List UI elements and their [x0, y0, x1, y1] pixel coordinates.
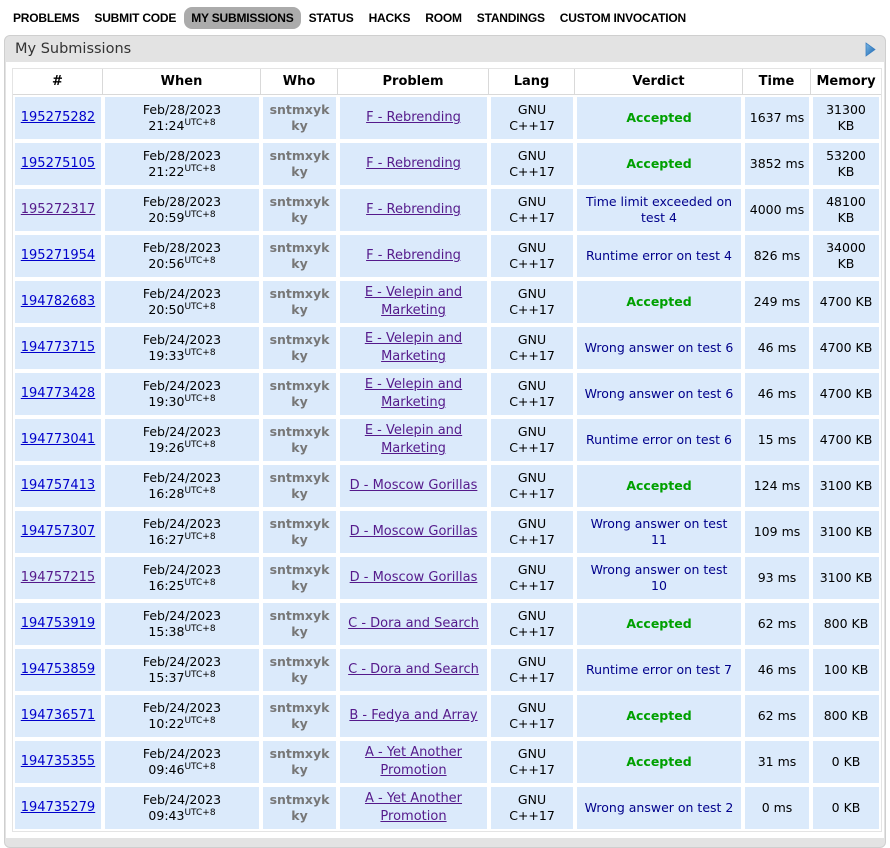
user-handle[interactable]: sntmxykky [269, 469, 330, 501]
submission-time: $16:27^{UTC+8}$ [148, 531, 216, 547]
problem-cell [338, 371, 489, 417]
when-cell [103, 95, 261, 141]
submission-date: Feb/24/2023 [142, 469, 222, 485]
language-label: GNU C++17 [509, 745, 555, 777]
problem-cell [338, 739, 489, 785]
who-cell [261, 601, 338, 647]
submission-date: Feb/24/2023 [142, 285, 222, 301]
timezone-label: UTC+8 [184, 531, 216, 542]
memory-cell: 4700 KB [811, 371, 881, 417]
timezone-label: UTC+8 [184, 347, 216, 358]
submission-row [13, 785, 881, 831]
lang-cell [489, 647, 575, 693]
problem-cell [338, 141, 489, 187]
language-label: GNU C++17 [509, 791, 555, 823]
who-cell [261, 95, 338, 141]
user-handle[interactable]: sntmxykky [269, 239, 330, 271]
panel-title: My Submissions [15, 41, 132, 57]
language-label: GNU C++17 [509, 423, 555, 455]
verdict-cell [575, 739, 743, 785]
verdict-label: Wrong answer on test 2 [584, 799, 734, 815]
lang-cell [489, 785, 575, 831]
language-label: GNU C++17 [509, 285, 555, 317]
submission-time: $09:43^{UTC+8}$ [148, 807, 216, 823]
submission-date: Feb/24/2023 [142, 607, 222, 623]
submission-id-cell [13, 233, 103, 279]
verdict-cell [575, 647, 743, 693]
exec-time-cell: 46 ms [743, 325, 811, 371]
exec-time-cell: 93 ms [743, 555, 811, 601]
exec-time-cell: 826 ms [743, 233, 811, 279]
who-cell [261, 693, 338, 739]
verdict-label: Runtime error on test 7 [586, 661, 732, 677]
lang-cell [489, 141, 575, 187]
nav-item-standings[interactable]: STANDINGS [476, 11, 545, 25]
problem-cell [338, 601, 489, 647]
exec-time-cell: 3852 ms [743, 141, 811, 187]
memory-cell: 0 KB [811, 785, 881, 831]
submission-time: $20:56^{UTC+8}$ [148, 255, 216, 271]
timezone-label: UTC+8 [184, 715, 216, 726]
verdict-label: Accepted [626, 753, 692, 769]
exec-time-cell: 4000 ms [743, 187, 811, 233]
submission-link[interactable]: 194773715 [20, 340, 96, 356]
when-cell [103, 141, 261, 187]
submission-id-cell [13, 601, 103, 647]
problem-cell [338, 95, 489, 141]
submission-id-cell [13, 647, 103, 693]
submission-row [13, 555, 881, 601]
user-handle[interactable]: sntmxykky [269, 791, 330, 823]
submission-row [13, 509, 881, 555]
nav-item-custom-invocation[interactable]: CUSTOM INVOCATION [559, 11, 686, 25]
problem-link[interactable]: F - Rebrending [366, 248, 461, 264]
exec-time-cell: 46 ms [743, 647, 811, 693]
when-cell [103, 785, 261, 831]
verdict-cell [575, 141, 743, 187]
who-cell [261, 187, 338, 233]
nav-item-problems[interactable]: PROBLEMS [13, 11, 80, 25]
problem-link[interactable]: D - Moscow Gorillas [349, 570, 478, 586]
verdict-label: Time limit exceeded on test 4 [585, 193, 733, 225]
submission-link[interactable]: 195271954 [20, 248, 96, 264]
submission-link[interactable]: 194753859 [20, 662, 96, 678]
my-submissions-panel [4, 35, 886, 848]
verdict-label: Accepted [626, 109, 692, 125]
lang-cell [489, 693, 575, 739]
timezone-label: UTC+8 [184, 209, 216, 220]
when-cell [103, 555, 261, 601]
lang-cell [489, 601, 575, 647]
exec-time-cell: 1637 ms [743, 95, 811, 141]
submission-id-cell [13, 739, 103, 785]
submission-id-cell [13, 187, 103, 233]
submission-id-cell [13, 371, 103, 417]
memory-cell: 4700 KB [811, 325, 881, 371]
submission-id-cell [13, 785, 103, 831]
lang-cell [489, 95, 575, 141]
memory-cell: 48100 KB [811, 187, 881, 233]
col-header-verdict: Verdict [575, 69, 743, 95]
verdict-cell [575, 371, 743, 417]
lang-cell [489, 233, 575, 279]
submission-time: $19:26^{UTC+8}$ [148, 439, 216, 455]
submission-date: Feb/24/2023 [142, 745, 222, 761]
submission-link[interactable]: 194757215 [20, 570, 96, 586]
verdict-label: Accepted [626, 707, 692, 723]
when-cell [103, 509, 261, 555]
submission-row [13, 647, 881, 693]
submission-date: Feb/24/2023 [142, 653, 222, 669]
submission-time: $19:30^{UTC+8}$ [148, 393, 216, 409]
submissions-table-area [6, 62, 884, 838]
panel-footer [5, 838, 885, 847]
problem-cell [338, 785, 489, 831]
problem-link[interactable]: B - Fedya and Array [349, 708, 478, 724]
submission-link[interactable]: 194782683 [20, 294, 96, 310]
lang-cell [489, 463, 575, 509]
memory-cell: 34000 KB [811, 233, 881, 279]
submission-time: $16:25^{UTC+8}$ [148, 577, 216, 593]
who-cell [261, 647, 338, 693]
timezone-label: UTC+8 [184, 623, 216, 634]
when-cell [103, 647, 261, 693]
verdict-label: Accepted [626, 615, 692, 631]
submission-id-cell [13, 279, 103, 325]
problem-link[interactable]: A - Yet Another Promotion [364, 745, 463, 778]
submission-row [13, 233, 881, 279]
user-handle[interactable]: sntmxykky [269, 607, 330, 639]
submission-link[interactable]: 194735279 [20, 800, 96, 816]
verdict-cell [575, 601, 743, 647]
submission-time: $15:37^{UTC+8}$ [148, 669, 216, 685]
submission-row [13, 325, 881, 371]
submission-id-cell [13, 463, 103, 509]
submission-date: Feb/24/2023 [142, 331, 222, 347]
panel-caption [5, 36, 885, 62]
exec-time-cell: 124 ms [743, 463, 811, 509]
submission-link[interactable]: 194773041 [20, 432, 96, 448]
verdict-label: Wrong answer on test 6 [584, 339, 734, 355]
problem-cell [338, 555, 489, 601]
when-cell [103, 187, 261, 233]
col-header-number: # [13, 69, 103, 95]
language-label: GNU C++17 [509, 699, 555, 731]
submission-date: Feb/24/2023 [142, 515, 222, 531]
verdict-cell [575, 509, 743, 555]
problem-link[interactable]: F - Rebrending [366, 156, 461, 172]
col-header-problem: Problem [338, 69, 489, 95]
timezone-label: UTC+8 [184, 393, 216, 404]
problem-link[interactable]: E - Velepin and Marketing [364, 285, 463, 318]
memory-cell: 3100 KB [811, 463, 881, 509]
submission-row [13, 279, 881, 325]
problem-link[interactable]: D - Moscow Gorillas [349, 524, 478, 540]
problem-cell [338, 233, 489, 279]
language-label: GNU C++17 [509, 469, 555, 501]
problem-link[interactable]: E - Velepin and Marketing [364, 377, 463, 410]
language-label: GNU C++17 [509, 147, 555, 179]
submission-date: Feb/28/2023 [142, 239, 222, 255]
submission-id-cell [13, 693, 103, 739]
who-cell [261, 141, 338, 187]
submission-link[interactable]: 194773428 [20, 386, 96, 402]
problem-link[interactable]: C - Dora and Search [348, 662, 479, 678]
exec-time-cell: 62 ms [743, 601, 811, 647]
col-header-when: When [103, 69, 261, 95]
nav-item-submit-code[interactable]: SUBMIT CODE [94, 11, 177, 25]
submission-time: $10:22^{UTC+8}$ [148, 715, 216, 731]
timezone-label: UTC+8 [184, 669, 216, 680]
lang-cell [489, 187, 575, 233]
submission-row [13, 601, 881, 647]
submission-id-cell [13, 325, 103, 371]
language-label: GNU C++17 [509, 101, 555, 133]
language-label: GNU C++17 [509, 331, 555, 363]
verdict-cell [575, 95, 743, 141]
user-handle[interactable]: sntmxykky [269, 285, 330, 317]
exec-time-cell: 0 ms [743, 785, 811, 831]
nav-item-status[interactable]: STATUS [308, 11, 354, 25]
user-handle[interactable]: sntmxykky [269, 515, 330, 547]
submission-row [13, 463, 881, 509]
who-cell [261, 371, 338, 417]
submission-link[interactable]: 194735355 [20, 754, 96, 770]
submission-link[interactable]: 195272317 [20, 202, 96, 218]
when-cell [103, 325, 261, 371]
memory-cell: 800 KB [811, 601, 881, 647]
submission-row [13, 417, 881, 463]
verdict-label: Runtime error on test 6 [586, 431, 732, 447]
user-handle[interactable]: sntmxykky [269, 699, 330, 731]
submission-date: Feb/24/2023 [142, 699, 222, 715]
memory-cell: 4700 KB [811, 417, 881, 463]
language-label: GNU C++17 [509, 653, 555, 685]
nav-item-room[interactable]: ROOM [425, 11, 462, 25]
problem-link[interactable]: E - Velepin and Marketing [364, 331, 463, 364]
verdict-cell [575, 325, 743, 371]
timezone-label: UTC+8 [184, 163, 216, 174]
submission-link[interactable]: 194753919 [20, 616, 96, 632]
lang-cell [489, 325, 575, 371]
exec-time-cell: 109 ms [743, 509, 811, 555]
lang-cell [489, 739, 575, 785]
submission-id-cell [13, 555, 103, 601]
problem-cell [338, 279, 489, 325]
memory-cell: 3100 KB [811, 509, 881, 555]
verdict-label: Accepted [626, 477, 692, 493]
language-label: GNU C++17 [509, 193, 555, 225]
problem-link[interactable]: C - Dora and Search [348, 616, 479, 632]
verdict-cell [575, 417, 743, 463]
verdict-label: Wrong answer on test 6 [584, 385, 734, 401]
timezone-label: UTC+8 [184, 485, 216, 496]
when-cell [103, 739, 261, 785]
submission-date: Feb/28/2023 [142, 193, 222, 209]
problem-cell [338, 187, 489, 233]
submission-time: $20:59^{UTC+8}$ [148, 209, 216, 225]
language-label: GNU C++17 [509, 377, 555, 409]
submission-time: $16:28^{UTC+8}$ [148, 485, 216, 501]
verdict-cell [575, 279, 743, 325]
col-header-lang: Lang [489, 69, 575, 95]
lang-cell [489, 279, 575, 325]
memory-cell: 53200 KB [811, 141, 881, 187]
timezone-label: UTC+8 [184, 807, 216, 818]
who-cell [261, 233, 338, 279]
problem-link[interactable]: E - Velepin and Marketing [364, 423, 463, 456]
submission-id-cell [13, 141, 103, 187]
who-cell [261, 785, 338, 831]
verdict-label: Accepted [626, 155, 692, 171]
user-handle[interactable]: sntmxykky [269, 147, 330, 179]
when-cell [103, 463, 261, 509]
verdict-label: Wrong answer on test 11 [590, 515, 728, 547]
submission-link[interactable]: 194757307 [20, 524, 96, 540]
col-header-who: Who [261, 69, 338, 95]
timezone-label: UTC+8 [184, 301, 216, 312]
submission-time: $21:24^{UTC+8}$ [148, 117, 216, 133]
problem-cell [338, 647, 489, 693]
submission-time: $20:50^{UTC+8}$ [148, 301, 216, 317]
who-cell [261, 279, 338, 325]
when-cell [103, 371, 261, 417]
timezone-label: UTC+8 [184, 117, 216, 128]
lang-cell [489, 555, 575, 601]
submission-date: Feb/24/2023 [142, 791, 222, 807]
user-handle[interactable]: sntmxykky [269, 745, 330, 777]
submission-id-cell [13, 95, 103, 141]
timezone-label: UTC+8 [184, 761, 216, 772]
verdict-cell [575, 233, 743, 279]
submission-time: $21:22^{UTC+8}$ [148, 163, 216, 179]
problem-link[interactable]: A - Yet Another Promotion [364, 791, 463, 824]
problem-cell [338, 417, 489, 463]
table-header-row [13, 69, 881, 95]
exec-time-cell: 62 ms [743, 693, 811, 739]
submission-time: $15:38^{UTC+8}$ [148, 623, 216, 639]
problem-link[interactable]: F - Rebrending [366, 110, 461, 126]
problem-cell [338, 693, 489, 739]
timezone-label: UTC+8 [184, 255, 216, 266]
verdict-cell [575, 693, 743, 739]
lang-cell [489, 417, 575, 463]
who-cell [261, 417, 338, 463]
user-handle[interactable]: sntmxykky [269, 653, 330, 685]
submission-row [13, 141, 881, 187]
lang-cell [489, 371, 575, 417]
memory-cell: 4700 KB [811, 279, 881, 325]
nav-item-my-submissions[interactable]: MY SUBMISSIONS [184, 7, 300, 29]
problem-link[interactable]: D - Moscow Gorillas [349, 478, 478, 494]
submission-row [13, 187, 881, 233]
verdict-cell [575, 785, 743, 831]
who-cell [261, 555, 338, 601]
problem-link[interactable]: F - Rebrending [366, 202, 461, 218]
submission-id-cell [13, 509, 103, 555]
submission-date: Feb/24/2023 [142, 561, 222, 577]
user-handle[interactable]: sntmxykky [269, 193, 330, 225]
timezone-label: UTC+8 [184, 577, 216, 588]
problem-cell [338, 509, 489, 555]
col-header-time: Time [743, 69, 811, 95]
memory-cell: 3100 KB [811, 555, 881, 601]
submission-date: Feb/28/2023 [142, 147, 222, 163]
who-cell [261, 739, 338, 785]
who-cell [261, 509, 338, 555]
verdict-label: Accepted [626, 293, 692, 309]
verdict-label: Wrong answer on test 10 [590, 561, 728, 593]
submission-row [13, 739, 881, 785]
expand-arrow-icon[interactable] [865, 42, 876, 57]
who-cell [261, 325, 338, 371]
language-label: GNU C++17 [509, 561, 555, 593]
when-cell [103, 601, 261, 647]
exec-time-cell: 15 ms [743, 417, 811, 463]
language-label: GNU C++17 [509, 239, 555, 271]
submission-link[interactable]: 195275282 [20, 110, 96, 126]
verdict-cell [575, 555, 743, 601]
submission-link[interactable]: 194736571 [20, 708, 96, 724]
language-label: GNU C++17 [509, 515, 555, 547]
memory-cell: 0 KB [811, 739, 881, 785]
user-handle[interactable]: sntmxykky [269, 377, 330, 409]
language-label: GNU C++17 [509, 607, 555, 639]
submission-link[interactable]: 194757413 [20, 478, 96, 494]
verdict-cell [575, 187, 743, 233]
when-cell [103, 233, 261, 279]
user-handle[interactable]: sntmxykky [269, 561, 330, 593]
exec-time-cell: 249 ms [743, 279, 811, 325]
submission-date: Feb/24/2023 [142, 423, 222, 439]
nav-item-hacks[interactable]: HACKS [368, 11, 411, 25]
user-handle[interactable]: sntmxykky [269, 331, 330, 363]
when-cell [103, 417, 261, 463]
who-cell [261, 463, 338, 509]
submission-row [13, 95, 881, 141]
submission-id-cell [13, 417, 103, 463]
submission-row [13, 371, 881, 417]
submission-row [13, 693, 881, 739]
memory-cell: 100 KB [811, 647, 881, 693]
problem-cell [338, 325, 489, 371]
timezone-label: UTC+8 [184, 439, 216, 450]
col-header-memory: Memory [811, 69, 881, 95]
submission-date: Feb/28/2023 [142, 101, 222, 117]
exec-time-cell: 31 ms [743, 739, 811, 785]
verdict-label: Runtime error on test 4 [586, 247, 732, 263]
when-cell [103, 693, 261, 739]
submission-link[interactable]: 195275105 [20, 156, 96, 172]
contest-menu [0, 0, 890, 35]
when-cell [103, 279, 261, 325]
exec-time-cell: 46 ms [743, 371, 811, 417]
verdict-cell [575, 463, 743, 509]
user-handle[interactable]: sntmxykky [269, 423, 330, 455]
problem-cell [338, 463, 489, 509]
submission-time: $09:46^{UTC+8}$ [148, 761, 216, 777]
lang-cell [489, 509, 575, 555]
submissions-table [12, 68, 882, 832]
memory-cell: 31300 KB [811, 95, 881, 141]
user-handle[interactable]: sntmxykky [269, 101, 330, 133]
memory-cell: 800 KB [811, 693, 881, 739]
submission-time: $19:33^{UTC+8}$ [148, 347, 216, 363]
submission-date: Feb/24/2023 [142, 377, 222, 393]
